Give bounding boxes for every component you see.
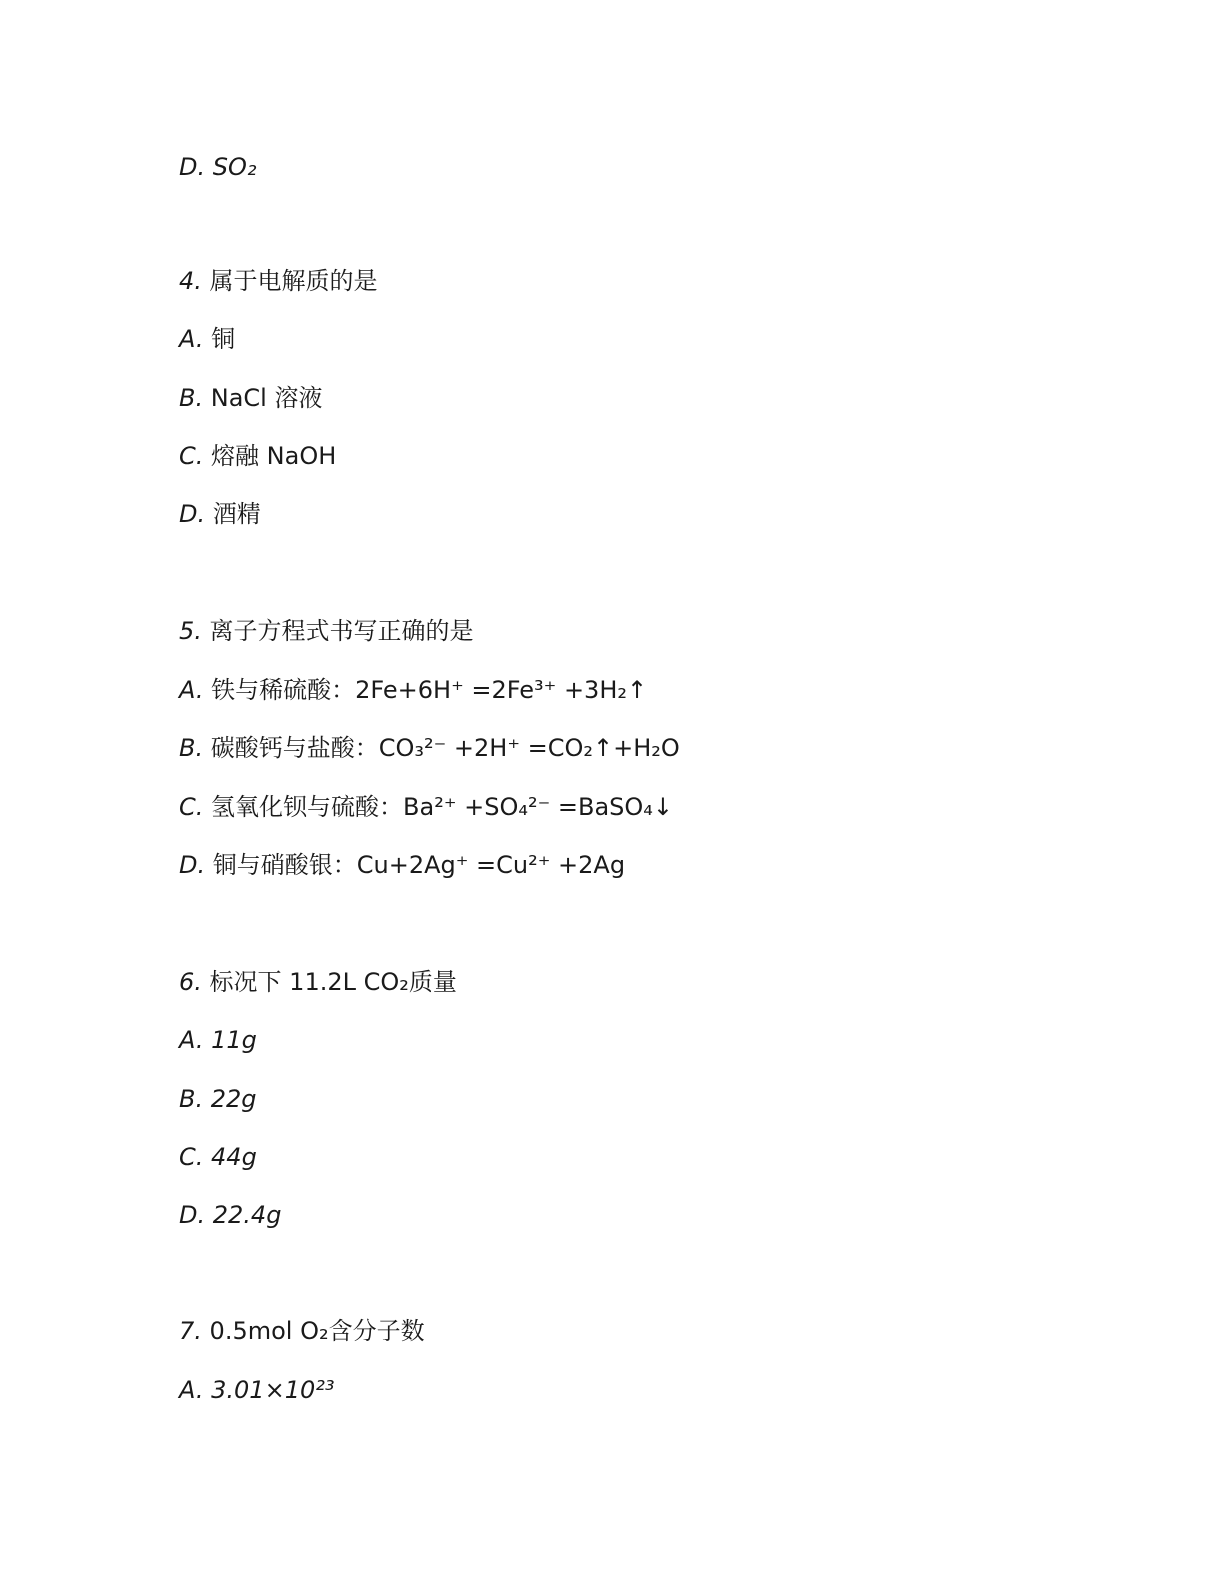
question-number: 6. [179,968,202,996]
option-label: D. [179,153,206,181]
option-text: 22g [210,1085,257,1113]
option-text: 铜与硝酸银：Cu+2Ag⁺ =Cu²⁺ +2Ag [212,851,626,879]
option-text: 碳酸钙与盐酸：CO₃²⁻ +2H⁺ =CO₂↑+H₂O [210,734,680,762]
option-label: B. [179,734,204,762]
option-label: D. [179,1201,206,1229]
q3-option-d [179,152,257,182]
question-number: 5. [179,617,202,645]
option-label: D. [179,851,206,879]
option-label: A. [179,1026,204,1054]
option-label: D. [179,500,206,528]
option-text: 11g [211,1026,257,1054]
option-text: SO₂ [212,153,257,181]
question-text: 标况下 11.2L CO₂质量 [209,968,457,996]
option-text: 44g [211,1143,257,1171]
option-label: A. [179,676,204,704]
question-number: 7. [179,1317,202,1345]
q4-option-a [179,324,235,354]
option-label: A. [179,325,204,353]
q4-option-b [179,383,322,413]
q7-option-a [179,1375,334,1405]
option-text: 22.4g [212,1201,282,1229]
q6-option-a [179,1025,257,1055]
option-text: 酒精 [212,500,261,528]
option-label: B. [179,1085,204,1113]
q4-option-d [179,499,261,529]
option-text: 铁与稀硫酸：2Fe+6H⁺ =2Fe³⁺ +3H₂↑ [211,676,648,704]
question-number: 4. [179,267,202,295]
q6-option-c [179,1142,257,1172]
question-text: 0.5mol O₂含分子数 [209,1317,425,1345]
option-label: C. [179,442,204,470]
question-5 [179,616,474,646]
q6-option-b [179,1084,257,1114]
question-6 [179,967,457,997]
q5-option-c [179,792,673,822]
question-4 [179,266,378,296]
option-label: C. [179,1143,204,1171]
question-text: 离子方程式书写正确的是 [209,617,474,645]
q5-option-b [179,733,680,763]
question-text: 属于电解质的是 [209,267,378,295]
q5-option-d [179,850,625,880]
option-label: C. [179,793,204,821]
question-7 [179,1316,425,1346]
q5-option-a [179,675,647,705]
q6-option-d [179,1200,281,1230]
option-text: 3.01×10²³ [211,1376,335,1404]
option-text: 铜 [211,325,236,353]
option-text: 氢氧化钡与硫酸：Ba²⁺ +SO₄²⁻ =BaSO₄↓ [211,793,674,821]
q4-option-c [179,441,336,471]
option-text: NaCl 溶液 [210,384,323,412]
option-label: B. [179,384,204,412]
option-text: 熔融 NaOH [211,442,337,470]
option-label: A. [179,1376,204,1404]
